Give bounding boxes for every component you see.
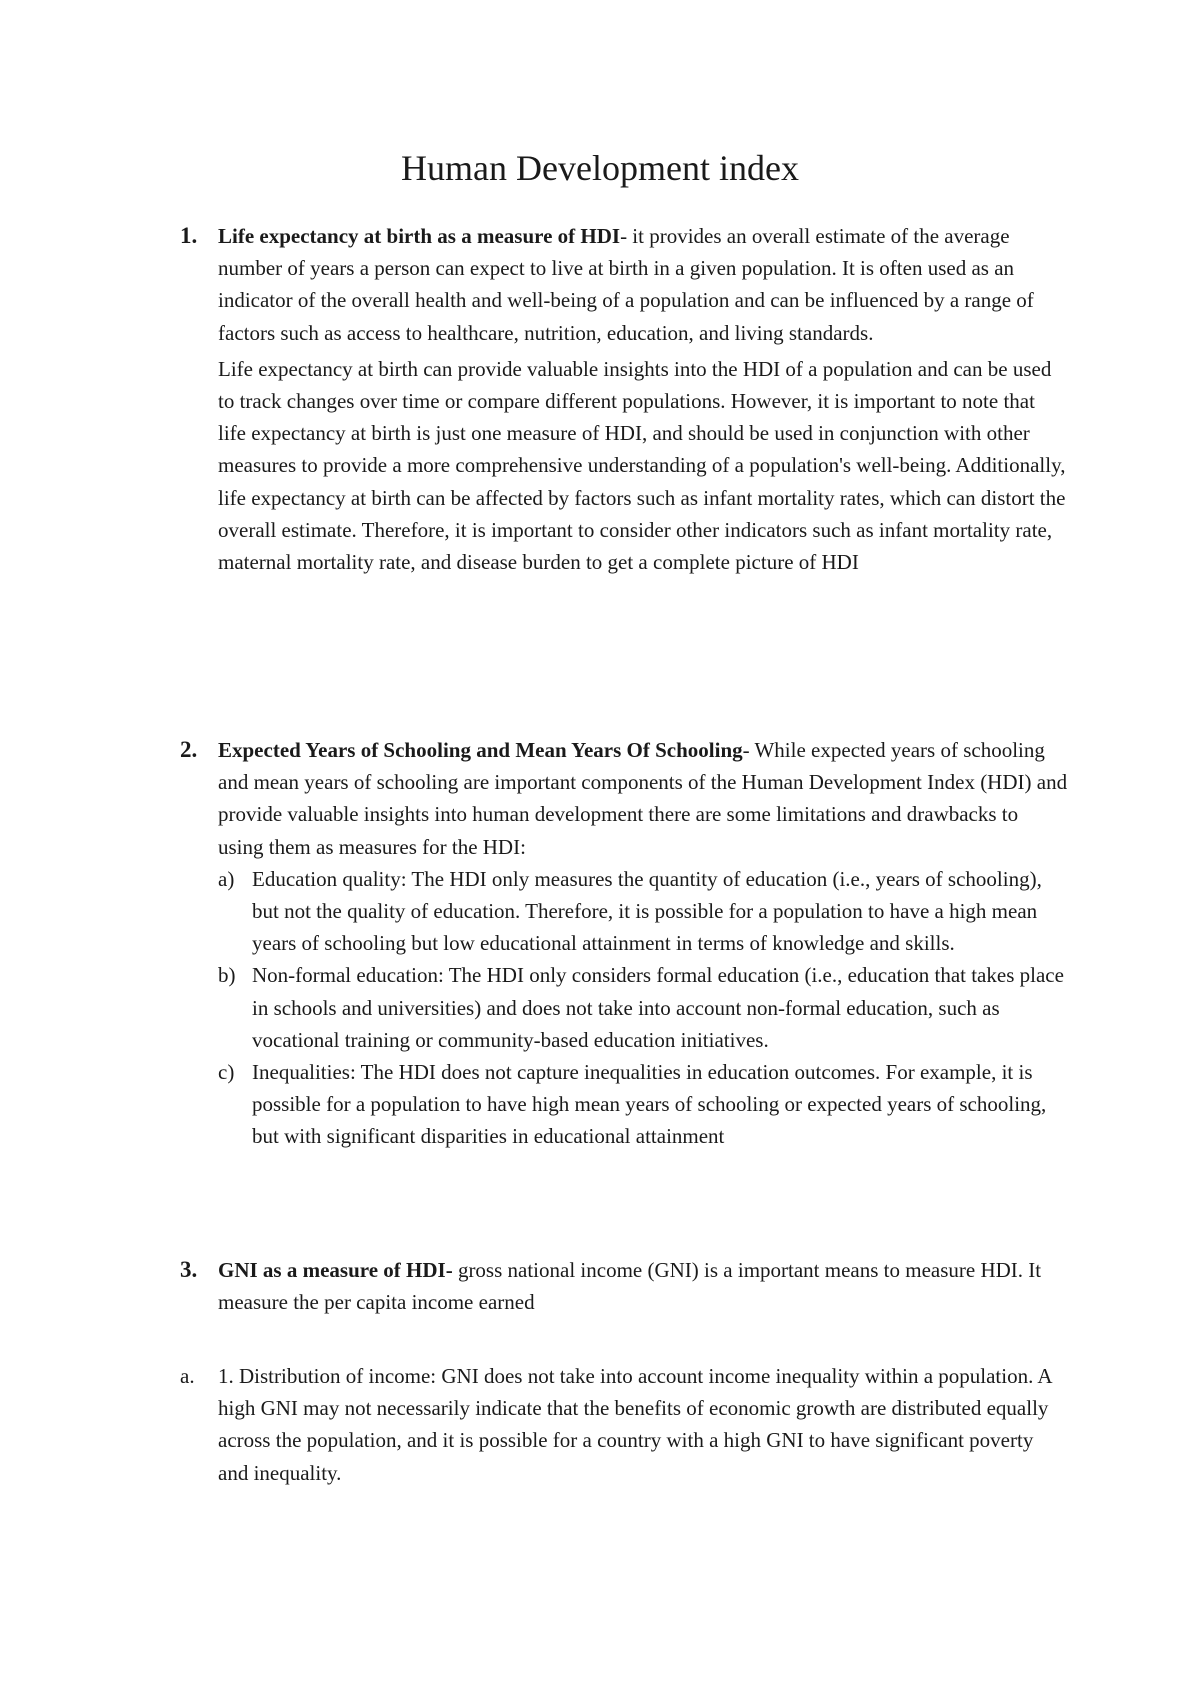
list-item-text: Non-formal education: The HDI only considers formal education (i.e., education that takes place in schools and universities) and does not take into account non-formal education, such as vocational training or community-based education initiatives. (252, 963, 1064, 1052)
section-lead-paragraph (218, 734, 1068, 863)
list-item (218, 1056, 1068, 1153)
section-lead-paragraph (218, 1254, 1068, 1318)
limitations-list (218, 863, 1068, 1153)
list-marker: a) (218, 866, 235, 891)
section-heading: Expected Years of Schooling and Mean Years Of Schooling (218, 738, 743, 762)
section-gni (180, 1254, 1068, 1318)
section-paragraph: Life expectancy at birth can provide valuable insights into the HDI of a population and can be used to track changes over time or compare different populations. However, it is important to note that life expectancy at birth is just one measure of HDI, and should be used in conjunction with other measures to provide a more comprehensive understanding of a population's well-being. Additionally, life expectancy at birth can be affected by factors such as infant mortality rates, which can distort the overall estimate. Therefore, it is important to consider other indicators such as infant mortality rate, maternal mortality rate, and disease burden to get a complete picture of HDI (218, 356, 1066, 575)
section-lead-text: - While expected years of schooling and mean years of schooling are important components of the Human Development Index (HDI) and provide valuable insights into human development there are some limitations and drawbacks to using them as measures for the HDI: (218, 738, 1068, 859)
section-lead-paragraph (218, 220, 1068, 349)
list-marker: a. (180, 1364, 195, 1388)
list-marker: c) (218, 1060, 235, 1085)
list-item-text: Inequalities: The HDI does not capture inequalities in education outcomes. For example, it is possible for a population to have high mean years of schooling or expected years of schooling, but with significant disparities in educational attainment (252, 1060, 1047, 1149)
list-marker: b) (218, 963, 236, 988)
section-number: 1. (180, 223, 198, 248)
section-schooling (180, 734, 1068, 1153)
list-item (218, 959, 1068, 1056)
income-distribution-item (180, 1360, 1068, 1489)
section-number: 2. (180, 737, 198, 762)
list-item (218, 863, 1068, 960)
page-title: Human Development index (401, 148, 799, 188)
list-item-text: 1. Distribution of income: GNI does not take into account income inequality within a population. A high GNI may not necessarily indicate that the benefits of economic growth are distributed equally across the population, and it is possible for a country with a high GNI to have significant poverty and inequality. (218, 1364, 1052, 1485)
section-lead-text: gross national income (GNI) is a important means to measure HDI. It measure the per capita income earned (218, 1258, 1042, 1315)
list-item-text: Education quality: The HDI only measures the quantity of education (i.e., years of schooling), but not the quality of education. Therefore, it is possible for a population to have a high mean years of schooling but low educational attainment in terms of knowledge and skills. (252, 866, 1042, 956)
section-heading: GNI as a measure of HDI- (218, 1258, 453, 1282)
section-number: 3. (180, 1257, 198, 1282)
section-lead-text: - it provides an overall estimate of the average number of years a person can expect to live at birth in a given population. It is often used as an indicator of the overall health and well-being of a population and can be influenced by a range of factors such as access to healthcare, nutrition, education, and living standards. (218, 224, 1034, 345)
section-heading: Life expectancy at birth as a measure of HDI (218, 224, 621, 248)
section-life-expectancy (180, 220, 1068, 578)
